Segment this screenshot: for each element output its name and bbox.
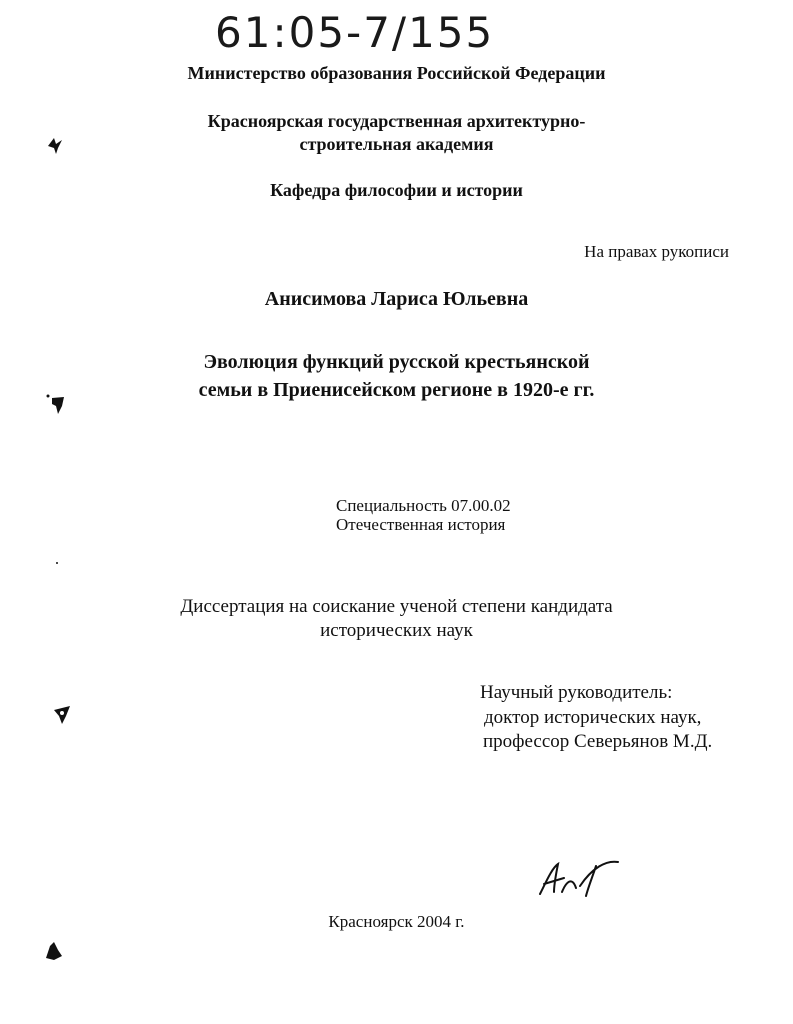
signature-mark [536, 858, 626, 900]
author-name: Анисимова Лариса Юльевна [264, 288, 529, 310]
specialty-code: Специальность 07.00.02 [336, 496, 511, 515]
academy-name-line1: Красноярская государственная архитектурно- [207, 111, 586, 131]
academy-name-line2: строительная академия [299, 134, 494, 154]
supervisor-label: Научный руководитель: [480, 682, 673, 703]
dissertation-degree-line2: исторических наук [320, 620, 473, 641]
dissertation-degree-line1: Диссертация на соискание ученой степени кандидата [180, 596, 613, 617]
manuscript-rights-note: На правах рукописи [584, 242, 729, 261]
specialty-name: Отечественная история [336, 515, 506, 534]
supervisor-name: профессор Северьянов М.Д. [483, 731, 713, 752]
binding-mark-2 [44, 392, 70, 416]
dissertation-title-line2: семьи в Приенисейском регионе в 1920-е гг. [198, 379, 595, 401]
ministry-heading: Министерство образования Российской Федерации [187, 63, 606, 83]
supervisor-degree: доктор исторических наук, [484, 707, 702, 728]
binding-mark-4 [50, 702, 76, 728]
department-heading: Кафедра философии и истории [270, 180, 523, 200]
dissertation-title-line1: Эволюция функций русской крестьянской [203, 351, 590, 373]
binding-mark-3 [54, 560, 62, 566]
archive-code-handwritten: 61:05-7/155 [215, 8, 495, 57]
binding-mark-5 [40, 938, 66, 964]
place-and-year: Красноярск 2004 г. [328, 912, 465, 931]
binding-mark-1 [44, 134, 68, 156]
